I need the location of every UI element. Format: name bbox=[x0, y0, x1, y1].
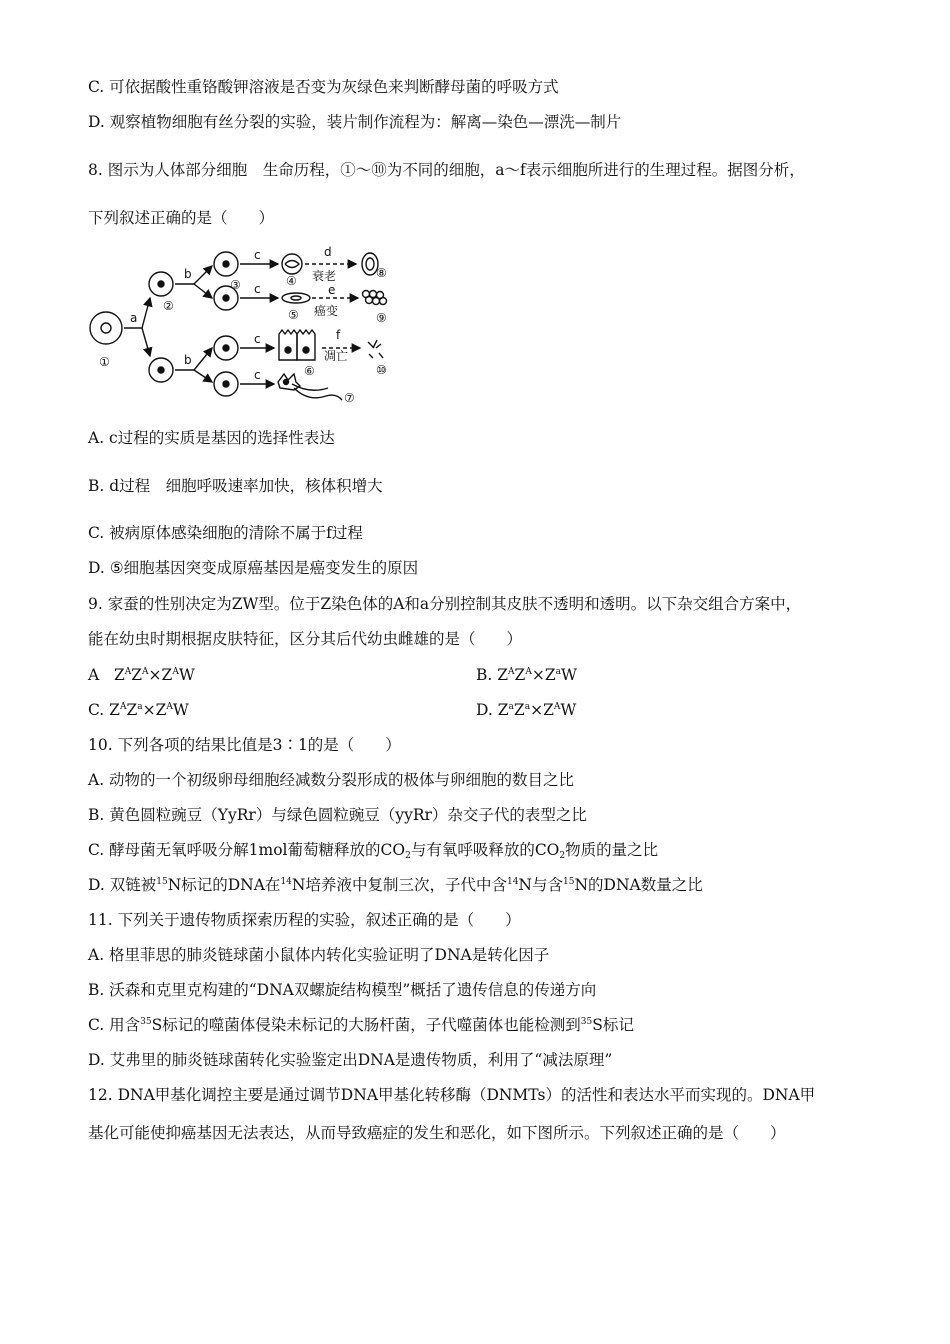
option-9d: D. $Z^aZ^a\times Z^AW$ bbox=[476, 701, 577, 719]
label-c-2: c bbox=[254, 282, 261, 296]
cell-label-1: ① bbox=[99, 355, 110, 369]
cell-label-3: ③ bbox=[230, 278, 241, 292]
option-11c: C. 用含$^{35}$S标记的噬菌体侵染未标记的大肠杆菌，子代噬菌体也能检测到$^{35}$S标记 bbox=[88, 1016, 634, 1034]
q11-stem: 11. 下列关于遗传物质探索历程的实验，叙述正确的是（ ） bbox=[88, 911, 521, 929]
option-8d: D. ⑤细胞基因突变成原癌基因是癌变发生的原因 bbox=[88, 559, 419, 577]
cell-label-5: ⑤ bbox=[288, 308, 299, 322]
cell-1-icon bbox=[90, 312, 122, 344]
cell-lifecycle-diagram bbox=[86, 242, 396, 412]
cell-label-10: ⑩ bbox=[376, 363, 387, 377]
q8-stem-line2: 下列叙述正确的是（ ） bbox=[88, 209, 275, 227]
label-f: f bbox=[336, 328, 341, 342]
cell-label-2: ② bbox=[163, 299, 174, 313]
cell-label-6: ⑥ bbox=[304, 364, 315, 378]
label-b-upper: b bbox=[184, 267, 192, 281]
label-e: e bbox=[328, 283, 336, 297]
option-7c: C. 可依据酸性重铬酸钾溶液是否变为灰绿色来判断酵母菌的呼吸方式 bbox=[88, 78, 559, 96]
label-a: a bbox=[130, 311, 138, 325]
label-c-1: c bbox=[254, 248, 261, 262]
cell-label-9: ⑨ bbox=[376, 311, 387, 325]
cell-label-7: ⑦ bbox=[344, 391, 355, 405]
option-8b: B. d过程 细胞呼吸速率加快，核体积增大 bbox=[88, 477, 383, 495]
q10-stem: 10. 下列各项的结果比值是3∶1的是（ ） bbox=[88, 736, 401, 754]
label-aging: 衰老 bbox=[312, 269, 337, 283]
option-7d: D. 观察植物细胞有丝分裂的实验，装片制作流程为：解离—染色—漂洗—制片 bbox=[88, 113, 622, 131]
label-b-lower: b bbox=[184, 353, 192, 367]
option-11a: A. 格里菲思的肺炎链球菌小鼠体内转化实验证明了DNA是转化因子 bbox=[88, 946, 550, 964]
option-11b: B. 沃森和克里克构建的“DNA双螺旋结构模型”概括了遗传信息的传递方向 bbox=[88, 981, 597, 999]
q12-stem-line2: 基化可能使抑癌基因无法表达，从而导致癌症的发生和恶化，如下图所示。下列叙述正确的是（ ） bbox=[88, 1124, 786, 1142]
option-9a: A $Z^AZ^A\times Z^AW$ bbox=[88, 666, 195, 684]
label-d: d bbox=[324, 245, 332, 259]
option-9c: C. $Z^AZ^a\times Z^AW$ bbox=[88, 701, 189, 719]
option-10b: B. 黄色圆粒豌豆（YyRr）与绿色圆粒豌豆（yyRr）杂交子代的表型之比 bbox=[88, 806, 587, 824]
label-c-3: c bbox=[254, 332, 261, 346]
label-cancer: 癌变 bbox=[314, 304, 339, 318]
q9-stem-line2: 能在幼虫时期根据皮肤特征，区分其后代幼虫雌雄的是（ ） bbox=[88, 630, 523, 648]
q12-stem-line1: 12. DNA甲基化调控主要是通过调节DNA甲基化转移酶（DNMTs）的活性和表达水平而实现的。DNA甲 bbox=[88, 1086, 816, 1104]
cell-6-icon bbox=[279, 330, 315, 360]
cell-5-icon bbox=[282, 293, 310, 303]
q8-stem-line1: 8. 图示为人体部分细胞 生命历程，①～⑩为不同的细胞，a～f表示细胞所进行的生理过程。据图分析， bbox=[88, 161, 805, 179]
option-8c: C. 被病原体感染细胞的清除不属于f过程 bbox=[88, 524, 363, 542]
option-9b: B. $Z^AZ^A\times Z^aW$ bbox=[476, 666, 577, 684]
cell-9-icon bbox=[363, 291, 387, 305]
cell-label-4: ④ bbox=[286, 274, 297, 288]
cell-10-icon bbox=[368, 340, 383, 358]
option-10c: C. 酵母菌无氧呼吸分解1mol葡萄糖释放的$CO_2$与有氧呼吸释放的$CO_2$物质的量之比 bbox=[88, 841, 659, 861]
option-10a: A. 动物的一个初级卵母细胞经减数分裂形成的极体与卵细胞的数目之比 bbox=[88, 771, 575, 789]
label-c-4: c bbox=[254, 368, 261, 382]
option-10d: D. 双链被$^{15}$N标记的DNA在$^{14}$N培养液中复制三次，子代中含$^{14}$N与含$^{15}$N的DNA数量之比 bbox=[88, 876, 703, 894]
label-apoptosis: 凋亡 bbox=[324, 349, 349, 363]
option-11d: D. 艾弗里的肺炎链球菌转化实验鉴定出DNA是遗传物质，利用了“减法原理” bbox=[88, 1051, 613, 1069]
option-8a: A. c过程的实质是基因的选择性表达 bbox=[88, 429, 335, 447]
q9-stem-line1: 9. 家蚕的性别决定为ZW型。位于Z染色体的A和a分别控制其皮肤不透明和透明。以下杂交组合方案中， bbox=[88, 595, 802, 613]
cell-label-8: ⑧ bbox=[376, 266, 387, 280]
